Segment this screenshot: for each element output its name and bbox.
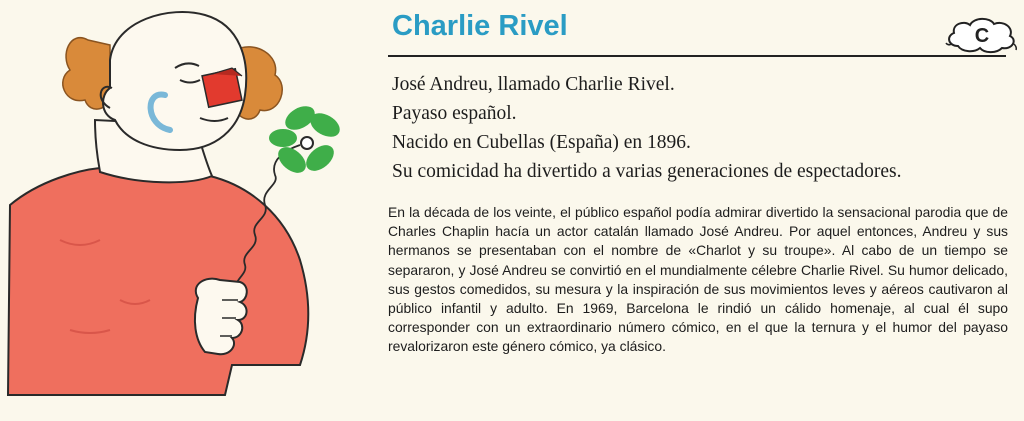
cloud-letter-badge-icon	[944, 14, 1018, 54]
fact-line: José Andreu, llamado Charlie Rivel.	[392, 74, 675, 95]
clown-shirt	[8, 168, 308, 395]
flower	[269, 101, 344, 178]
clown-illustration	[0, 0, 370, 421]
clown-nose	[202, 68, 242, 107]
title-divider	[388, 55, 1006, 57]
facts-list	[392, 70, 1022, 186]
body-paragraph: En la década de los veinte, el público español podía admirar divertido la sensacional parodia que de Charles Chaplin hacía un actor catalán llamado José Andreu. Por aquel entonces, Andreu y sus hermanos se presentaban con el nombre de «Charlot y su troupe». Al cabo de un tiempo se separaron, y José Andreu se convirtió en el mundialmente célebre Charlie Rivel. Su humor delicado, sus gestos comedidos, su mesura y la inspiración de sus movimientos leves y aéreos cautivaron al público infantil y adulto. En 1969, Barcelona le rindió un cálido homenaje, al cual él supo corresponder con un extraordinario número cómico, en el que la ternura y el humor del payaso revalorizaron este género cómico, ya clásico.	[388, 204, 1008, 355]
fact-line: Payaso español.	[392, 103, 517, 124]
badge-letter: C	[974, 25, 990, 47]
page-title: Charlie Rivel	[392, 10, 568, 42]
fact-line: Nacido en Cubellas (España) en 1896.	[392, 132, 691, 153]
fact-line: Su comicidad ha divertido a varias generaciones de espectadores.	[392, 161, 902, 182]
